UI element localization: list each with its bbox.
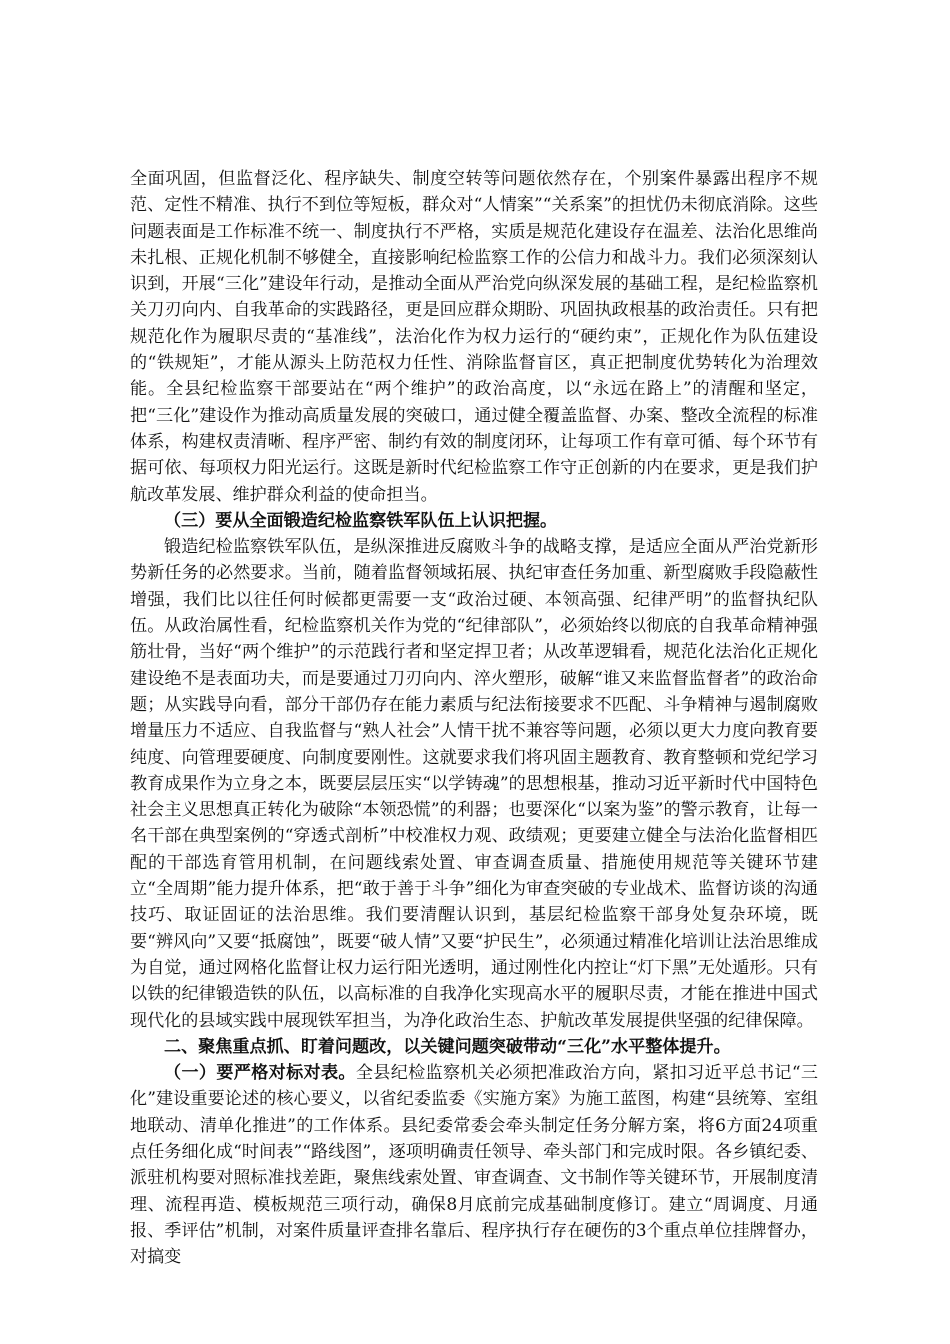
body-paragraph-3	[130, 1060, 818, 1270]
body-paragraph-2: 锻造纪检监察铁军队伍，是纵深推进反腐败斗争的战略支撑，是适应全面从严治党新形势新任务的必然要求。当前，随着监督领域拓展、执纪审查任务加重、新型腐败手段隐蔽性增强，我们比以往任何时候都更需要一支“政治过硬、本领高强、纪律严明”的监督执纪队伍。从政治属性看，纪检监察机关作为党的“纪律部队”，必须始终以彻底的自我革命精神强筋壮骨，当好“两个维护”的示范践行者和坚定捍卫者；从改革逻辑看，规范化法治化正规化建设绝不是表面功夫，而是要通过刀刃向内、淬火塑形，破解“谁又来监督监督者”的政治命题；从实践导向看，部分干部仍存在能力素质与纪法衔接要求不匹配、斗争精神与遏制腐败增量压力不适应、自我监督与“熟人社会”人情干扰不兼容等问题，必须以更大力度向教育要纯度、向管理要硬度、向制度要刚性。这就要求我们将巩固主题教育、教育整顿和党纪学习教育成果作为立身之本，既要层层压实“以学铸魂”的思想根基，推动习近平新时代中国特色社会主义思想真正转化为破除“本领恐慌”的利器；也要深化“以案为鉴”的警示教育，让每一名干部在典型案例的“穿透式剖析”中校准权力观、政绩观；更要建立健全与法治化监督相匹配的干部选育管用机制，在问题线索处置、审查调查质量、措施使用规范等关键环节建立“全周期”能力提升体系，把“敢于善于斗争”细化为审查突破的专业战术、监督访谈的沟通技巧、取证固证的法治思维。我们要清醒认识到，基层纪检监察干部身处复杂环境，既要“辨风向”又要“抵腐蚀”，既要“破人情”又要“护民生”，必须通过精准化培训让法治思维成为自觉，通过网格化监督让权力运行阳光透明，通过刚性化内控让“灯下黑”无处遁形。只有以铁的纪律锻造铁的队伍，以高标准的自我净化实现高水平的履职尽责，才能在推进中国式现代化的县域实践中展现铁军担当，为净化政治生态、护航改革发展提供坚强的纪律保障。	[130, 537, 818, 1031]
paragraph-lead-heading: （一）要严格对标对表。	[164, 1063, 356, 1084]
chapter-heading-2: 二、聚焦重点抓、盯着问题改，以关键问题突破带动“三化”水平整体提升。	[164, 1036, 731, 1057]
section-heading-3: （三）要从全面锻造纪检监察铁军队伍上认识把握。	[164, 510, 558, 531]
document-body	[130, 166, 818, 1270]
paragraph-body-text: 全县纪检监察机关必须把准政治方向，紧扣习近平总书记“三化”建设重要论述的核心要义，以省纪委监委《实施方案》为施工蓝图，构建“县统筹、室组地联动、清单化推进”的工作体系。县纪委常委会牵头制定任务分解方案，将6方面24项重点任务细化成“时间表”“路线图”，逐项明确责任领导、牵头部门和完成时限。各乡镇纪委、派驻机构要对照标准找差距，聚焦线索处置、审查调查、文书制作等关键环节，开展制度清理、流程再造、模板规范三项行动，确保8月底前完成基础制度修订。建立“周调度、月通报、季评估”机制，对案件质量评查排名靠后、程序执行存在硬伤的3个重点单位挂牌督办，对搞变	[130, 1063, 818, 1268]
body-paragraph-1: 全面巩固，但监督泛化、程序缺失、制度空转等问题依然存在，个别案件暴露出程序不规范、定性不精准、执行不到位等短板，群众对“人情案”“关系案”的担忧仍未彻底消除。这些问题表面是工作标准不统一、制度执行不严格，实质是规范化建设存在温差、法治化思维尚未扎根、正规化机制不够健全，直接影响纪检监察工作的公信力和战斗力。我们必须深刻认识到，开展“三化”建设年行动，是推动全面从严治党向纵深发展的基础工程，是纪检监察机关刀刃向内、自我革命的实践路径，更是回应群众期盼、巩固执政根基的政治责任。只有把规范化作为履职尽责的“基准线”，法治化作为权力运行的“硬约束”，正规化作为队伍建设的“铁规矩”，才能从源头上防范权力任性、消除监督盲区，真正把制度优势转化为治理效能。全县纪检监察干部要站在“两个维护”的政治高度，以“永远在路上”的清醒和坚定，把“三化”建设作为推动高质量发展的突破口，通过健全覆盖监督、办案、整改全流程的标准体系，构建权责清晰、程序严密、制约有效的制度闭环，让每项工作有章可循、每个环节有据可依、每项权力阳光运行。这既是新时代纪检监察工作守正创新的内在要求，更是我们护航改革发展、维护群众利益的使命担当。	[130, 169, 818, 505]
